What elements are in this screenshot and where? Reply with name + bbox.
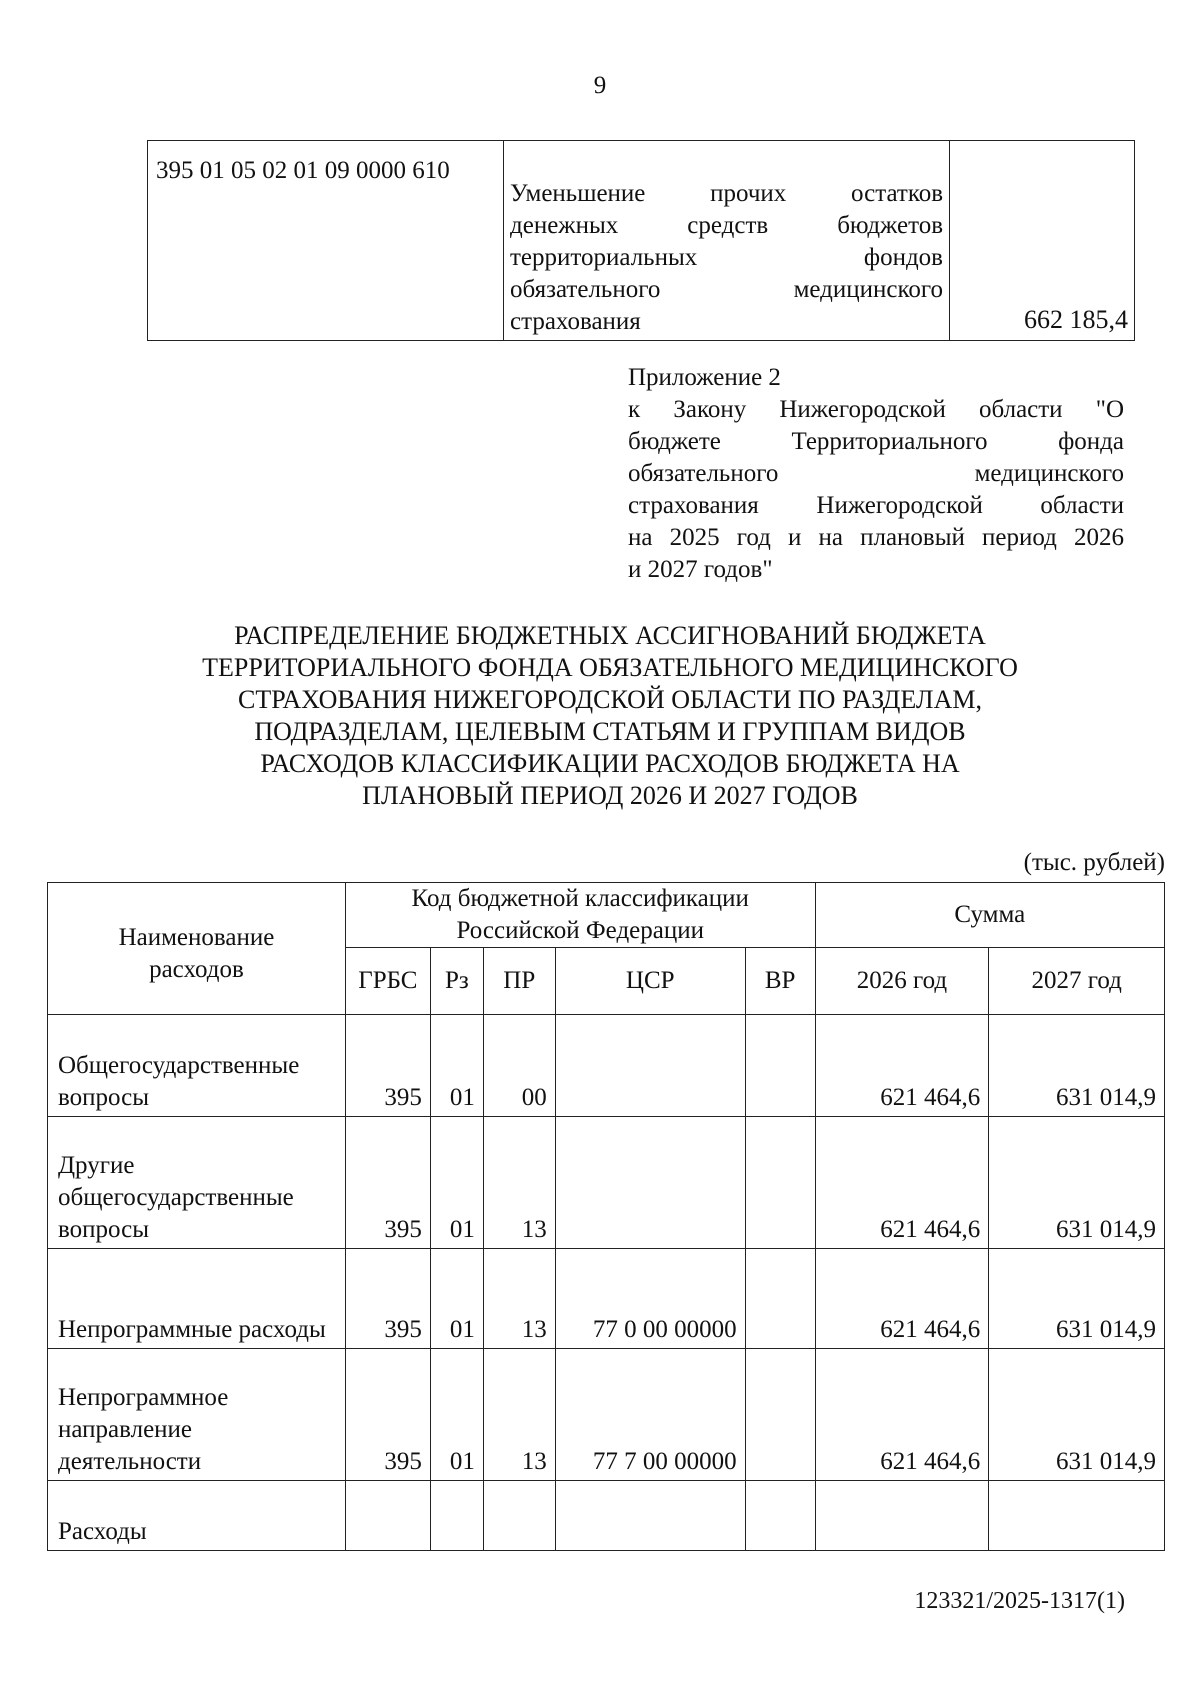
budget-code: 395 01 05 02 01 09 0000 610 bbox=[148, 141, 504, 341]
cell-pr: 13 bbox=[483, 1117, 555, 1249]
table-row bbox=[48, 1249, 1165, 1349]
cell-rz: 01 bbox=[430, 1349, 483, 1481]
cell-grbs: 395 bbox=[345, 1015, 430, 1117]
cell-pr: 13 bbox=[483, 1349, 555, 1481]
source-description bbox=[504, 141, 950, 341]
cell-rz: 01 bbox=[430, 1117, 483, 1249]
budget-table bbox=[47, 882, 1165, 1551]
description-line: денежных средств бюджетов bbox=[510, 212, 943, 239]
appendix-line: к Закону Нижегородской области "О bbox=[628, 396, 1124, 423]
header-vr: ВР bbox=[745, 948, 815, 1015]
source-row-table bbox=[147, 140, 1135, 341]
title-line: РАСХОДОВ КЛАССИФИКАЦИИ РАСХОДОВ БЮДЖЕТА НА bbox=[260, 749, 960, 778]
cell-2026: 621 464,6 bbox=[815, 1349, 989, 1481]
description-line: территориальных фондов bbox=[510, 244, 943, 271]
cell-2027 bbox=[989, 1481, 1165, 1551]
header-2026: 2026 год bbox=[815, 948, 989, 1015]
document-number: 123321/2025-1317(1) bbox=[914, 1588, 1125, 1614]
appendix-line: Приложение 2 bbox=[628, 364, 781, 391]
cell-csr: 77 7 00 00000 bbox=[555, 1349, 745, 1481]
cell-2026: 621 464,6 bbox=[815, 1249, 989, 1349]
cell-grbs: 395 bbox=[345, 1117, 430, 1249]
description-line: страхования bbox=[510, 308, 641, 335]
header-2027: 2027 год bbox=[989, 948, 1165, 1015]
cell-vr bbox=[745, 1117, 815, 1249]
cell-grbs: 395 bbox=[345, 1349, 430, 1481]
title-line: РАСПРЕДЕЛЕНИЕ БЮДЖЕТНЫХ АССИГНОВАНИЙ БЮДЖЕТА bbox=[234, 621, 986, 650]
cell-pr: 00 bbox=[483, 1015, 555, 1117]
cell-2027: 631 014,9 bbox=[989, 1349, 1165, 1481]
header-sum-group: Сумма bbox=[815, 883, 1164, 948]
cell-2026: 621 464,6 bbox=[815, 1117, 989, 1249]
title-line: СТРАХОВАНИЯ НИЖЕГОРОДСКОЙ ОБЛАСТИ ПО РАЗДЕЛАМ, bbox=[238, 685, 982, 714]
cell-2027: 631 014,9 bbox=[989, 1249, 1165, 1349]
title-line: ТЕРРИТОРИАЛЬНОГО ФОНДА ОБЯЗАТЕЛЬНОГО МЕДИЦИНСКОГО bbox=[202, 653, 1018, 682]
table-row bbox=[48, 1117, 1165, 1249]
cell-2026 bbox=[815, 1481, 989, 1551]
header-grbs: ГРБС bbox=[345, 948, 430, 1015]
cell-pr bbox=[483, 1481, 555, 1551]
description-line: Уменьшение прочих остатков bbox=[510, 180, 943, 207]
cell-pr: 13 bbox=[483, 1249, 555, 1349]
header-rz: Рз bbox=[430, 948, 483, 1015]
cell-csr bbox=[555, 1117, 745, 1249]
cell-grbs: 395 bbox=[345, 1249, 430, 1349]
description-line: обязательного медицинского bbox=[510, 276, 943, 303]
header-row bbox=[48, 883, 1165, 948]
table-row bbox=[48, 1481, 1165, 1551]
appendix-line: и 2027 годов" bbox=[628, 556, 773, 583]
cell-csr bbox=[555, 1015, 745, 1117]
cell-csr bbox=[555, 1481, 745, 1551]
title-line: ПОДРАЗДЕЛАМ, ЦЕЛЕВЫМ СТАТЬЯМ И ГРУППАМ ВИДОВ bbox=[254, 717, 966, 746]
appendix-line: на 2025 год и на плановый период 2026 bbox=[628, 524, 1124, 551]
source-amount: 662 185,4 bbox=[950, 141, 1135, 341]
row-name: Непрограммное направление деятельности bbox=[48, 1349, 346, 1481]
header-csr: ЦСР bbox=[555, 948, 745, 1015]
appendix-note bbox=[628, 362, 1124, 586]
header-pr: ПР bbox=[483, 948, 555, 1015]
cell-csr: 77 0 00 00000 bbox=[555, 1249, 745, 1349]
table-row bbox=[48, 1349, 1165, 1481]
cell-2027: 631 014,9 bbox=[989, 1117, 1165, 1249]
row-name: Расходы bbox=[48, 1481, 346, 1551]
units-label: (тыс. рублей) bbox=[1023, 849, 1165, 876]
document-title bbox=[180, 620, 1040, 812]
cell-vr bbox=[745, 1249, 815, 1349]
row-name: Непрограммные расходы bbox=[48, 1249, 346, 1349]
row-name: Общегосударственные вопросы bbox=[48, 1015, 346, 1117]
cell-2026: 621 464,6 bbox=[815, 1015, 989, 1117]
header-name: Наименование расходов bbox=[48, 883, 346, 1015]
cell-vr bbox=[745, 1015, 815, 1117]
cell-rz bbox=[430, 1481, 483, 1551]
appendix-line: бюджете Территориального фонда bbox=[628, 428, 1124, 455]
title-line: ПЛАНОВЫЙ ПЕРИОД 2026 И 2027 ГОДОВ bbox=[362, 781, 858, 810]
cell-rz: 01 bbox=[430, 1015, 483, 1117]
cell-grbs bbox=[345, 1481, 430, 1551]
cell-2027: 631 014,9 bbox=[989, 1015, 1165, 1117]
row-name: Другие общегосударственные вопросы bbox=[48, 1117, 346, 1249]
appendix-line: страхования Нижегородской области bbox=[628, 492, 1124, 519]
cell-vr bbox=[745, 1481, 815, 1551]
page-number: 9 bbox=[593, 72, 607, 99]
appendix-line: обязательного медицинского bbox=[628, 460, 1124, 487]
table-row bbox=[148, 141, 1135, 341]
table-row bbox=[48, 1015, 1165, 1117]
cell-vr bbox=[745, 1349, 815, 1481]
cell-rz: 01 bbox=[430, 1249, 483, 1349]
header-code-group: Код бюджетной классификации Российской Федерации bbox=[345, 883, 815, 948]
